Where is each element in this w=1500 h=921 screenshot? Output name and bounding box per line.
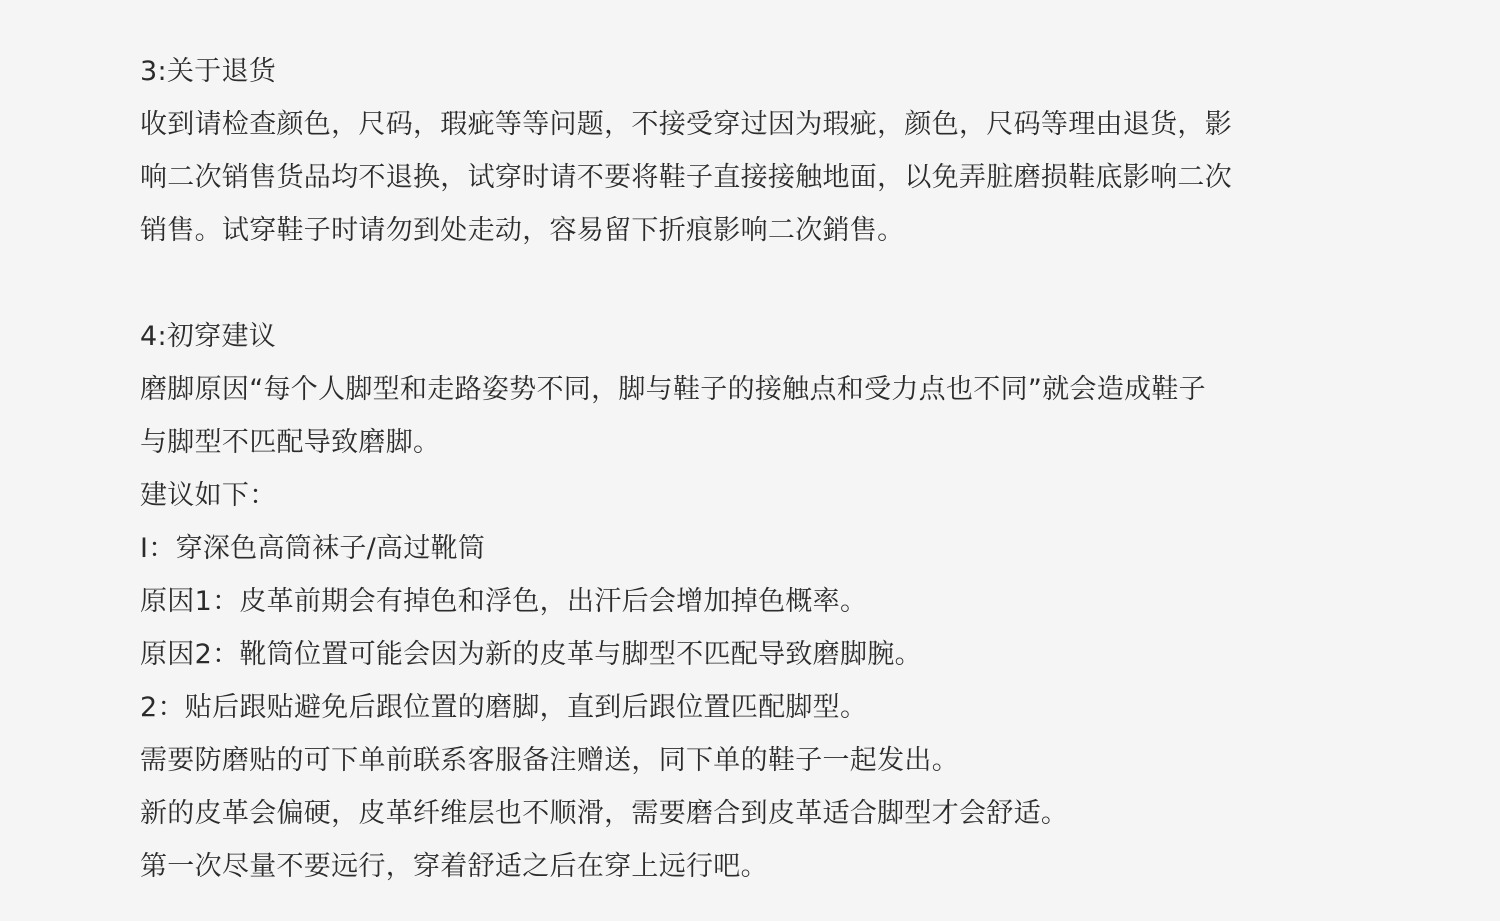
paragraph-line: 原因1：皮革前期会有掉色和浮色，出汗后会增加掉色概率。 [140, 586, 868, 617]
paragraph-line: 磨脚原因“每个人脚型和走路姿势不同，脚与鞋子的接触点和受力点也不同”就会造成鞋子 [140, 374, 1206, 405]
paragraph-line: 响二次销售货品均不退换，试穿时请不要将鞋子直接接触地面，以免弄脏磨损鞋底影响二次 [140, 162, 1232, 193]
paragraph-line: 原因2：靴筒位置可能会因为新的皮革与脚型不匹配导致磨脚腕。 [140, 639, 922, 670]
paragraph-line: 新的皮革会偏硬，皮革纤维层也不顺滑，需要磨合到皮革适合脚型才会舒适。 [140, 798, 1069, 829]
section-return-policy [140, 45, 1360, 257]
paragraph-line: 需要防磨贴的可下单前联系客服备注赠送，同下单的鞋子一起发出。 [140, 745, 959, 776]
paragraph-line: 销售。试穿鞋子时请勿到处走动，容易留下折痕影响二次銷售。 [140, 215, 905, 246]
paragraph-line: I：穿深色高筒袜子/高过靴筒 [140, 533, 486, 564]
section-first-wear-advice [140, 310, 1360, 893]
paragraph-line: 收到请检查颜色，尺码，瑕疵等等问题，不接受穿过因为瑕疵，颜色，尺码等理由退货，影 [140, 109, 1232, 140]
paragraph-line: 2：贴后跟贴避免后跟位置的磨脚，直到后跟位置匹配脚型。 [140, 692, 868, 723]
section-heading: 4:初穿建议 [140, 321, 277, 352]
paragraph-line: 第一次尽量不要远行，穿着舒适之后在穿上远行吧。 [140, 851, 768, 882]
section-heading: 3:关于退货 [140, 56, 277, 87]
paragraph-line: 与脚型不匹配导致磨脚。 [140, 427, 441, 458]
paragraph-line: 建议如下： [140, 480, 277, 511]
